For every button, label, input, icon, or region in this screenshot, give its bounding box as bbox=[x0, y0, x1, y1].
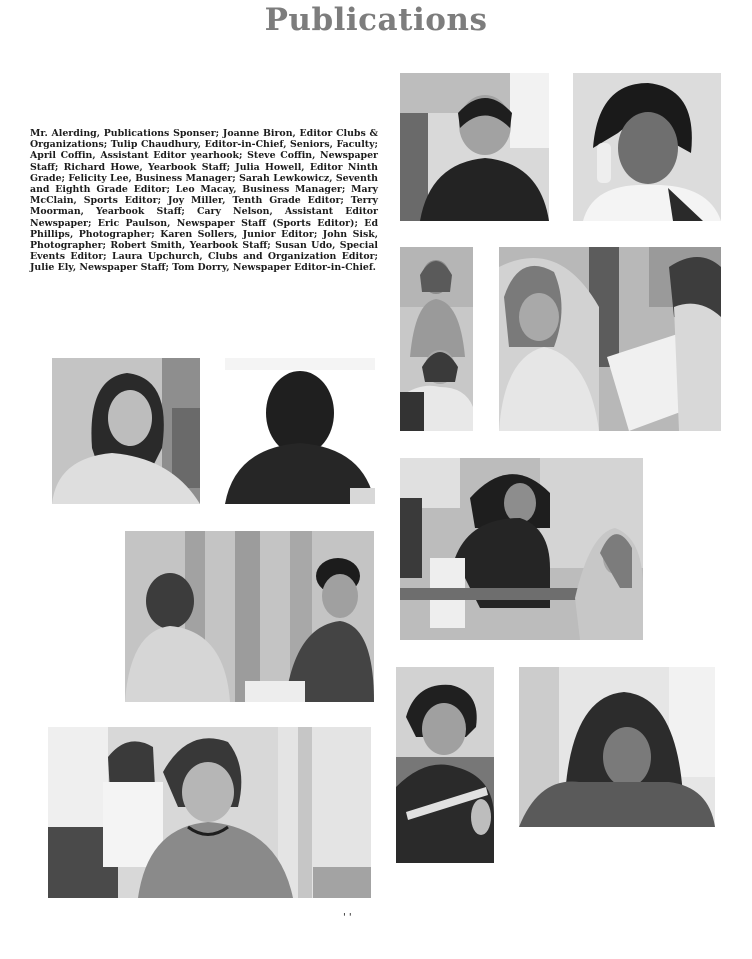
photo-girl-long-hair bbox=[52, 358, 200, 504]
photo-reviewing-papers bbox=[499, 247, 721, 431]
page-mark: ' ' bbox=[343, 912, 352, 923]
page-title: Publications bbox=[264, 2, 488, 38]
staff-caption: Mr. Alerding, Publications Sponser; Joanne Biron, Editor Clubs & Organizations; Tulip Chaudhury, Editor-in-Chief, Seniors, Faculty; April Coffin, Assistant Editor yearhook; Steve Coffin, Newspaper Staff; Richard Howe, Yearbook Staff; Julia Howell, Editor Ninth Grade; Felicity Lee, Business Manager; Sarah Lewkowicz, Seventh and Eighth Grade Editor; Leo Macay, Business Manager; Mary McClain, Sports Editor; Joy Miller, Tenth Grade Editor; Terry Moorman, Yearbook Staff; Cary Nelson, Assistant Editor Newspaper; Eric Paulson, Newspaper Staff (Sports Editor); Ed Phillips, Photographer; Karen Sollers, Junior Editor; John Sisk, Photographer; Robert Smith, Yearbook Staff; Susan Udo, Special Events Editor; Laura Upchurch, Clubs and Organization Editor; Julie Ely, Newspaper Staff; Tom Dorry, Newspaper Editor-in-Chief. bbox=[30, 128, 378, 274]
photo-sponsor-at-desk bbox=[400, 73, 549, 221]
photo-group-at-work bbox=[48, 727, 371, 898]
photo-student-with-instrument bbox=[396, 667, 494, 863]
photo-two-students-talking bbox=[125, 531, 374, 702]
photo-two-girls bbox=[400, 247, 473, 431]
photo-man-in-shadow bbox=[225, 358, 375, 504]
photo-girl-reading bbox=[519, 667, 715, 827]
photo-editor-on-phone bbox=[573, 73, 721, 221]
photo-newsroom-work bbox=[400, 458, 643, 640]
